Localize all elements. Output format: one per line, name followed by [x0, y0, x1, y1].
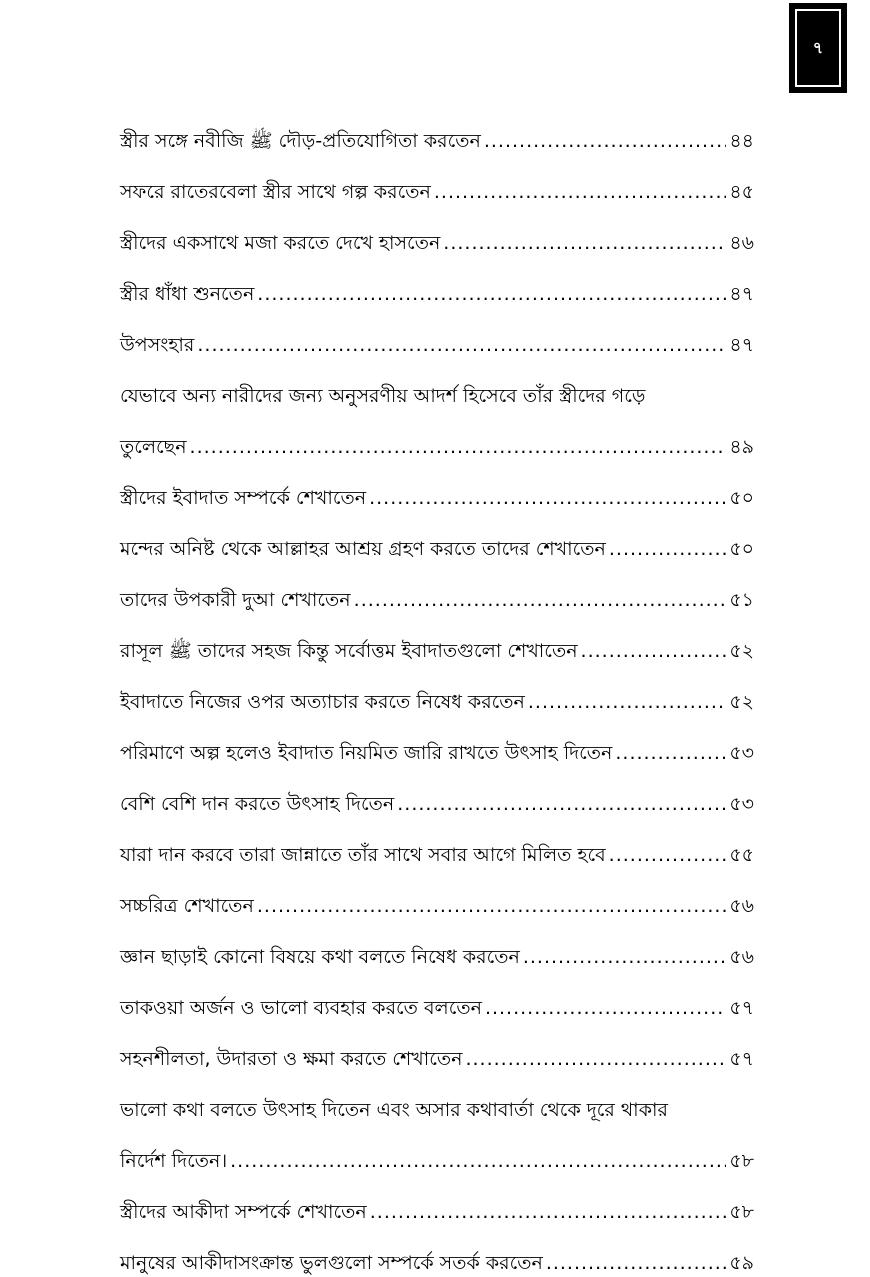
toc-entry-title: তাকওয়া অর্জন ও ভালো ব্যবহার করতে বলতেন — [120, 997, 482, 1019]
toc-entry-title: রাসূল ﷺ তাদের সহজ কিন্তু সর্বোত্তম ইবাদাতগুলো শেখাতেন — [120, 640, 578, 662]
toc-entry-page: ৫৮ — [729, 1150, 754, 1172]
dot-leader — [523, 943, 726, 971]
dot-leader — [197, 331, 726, 359]
toc-entry — [120, 1022, 754, 1073]
toc-entry-title: নির্দেশ দিতেন। — [120, 1150, 228, 1172]
dot-leader — [354, 586, 727, 614]
toc-entry-title: তাদের উপকারী দুআ শেখাতেন — [120, 589, 351, 611]
toc-entry-title: স্ত্রীর সঙ্গে নবীজি ﷺ দৌড়-প্রতিযোগিতা করতেন — [120, 130, 481, 152]
toc-entry-page: ৫৭ — [729, 997, 754, 1019]
toc-entry-title: মানুষের আকীদাসংক্রান্ত ভুলগুলো সম্পর্কে সতর্ক করতেন — [120, 1252, 543, 1274]
dot-leader — [397, 790, 726, 818]
dot-leader — [443, 229, 726, 257]
toc-entry-page: ৪৪ — [729, 130, 754, 152]
toc-entry-title-line1: ভালো কথা বলতে উৎসাহ দিতেন এবং অসার কথাবার্তা থেকে দূরে থাকার — [120, 1099, 668, 1121]
dot-leader — [369, 484, 726, 512]
toc-entry — [120, 1175, 754, 1226]
table-of-contents — [120, 104, 754, 1277]
toc-entry-page: ৪৭ — [729, 283, 754, 305]
toc-entry-page: ৫২ — [729, 640, 754, 662]
toc-entry-page: ৪৬ — [729, 232, 754, 254]
toc-entry — [120, 767, 754, 818]
toc-entry — [120, 818, 754, 869]
toc-entry — [120, 1073, 754, 1175]
dot-leader — [257, 892, 726, 920]
toc-entry-page: ৫১ — [729, 589, 754, 611]
toc-entry — [120, 104, 754, 155]
toc-entry-title: জ্ঞান ছাড়াই কোনো বিষয়ে কথা বলতে নিষেধ করতেন — [120, 946, 520, 968]
toc-entry-title: উপসংহার — [120, 334, 195, 356]
toc-entry-page: ৪৯ — [729, 436, 754, 458]
toc-entry-page: ৫৩ — [729, 793, 754, 815]
dot-leader — [190, 433, 727, 461]
toc-entry-title: স্ত্রীদের একসাথে মজা করতে দেখে হাসতেন — [120, 232, 441, 254]
toc-entry-page: ৪৭ — [729, 334, 754, 356]
toc-entry-title: মন্দের অনিষ্ট থেকে আল্লাহর আশ্রয় গ্রহণ করতে তাদের শেখাতেন — [120, 538, 606, 560]
toc-entry-title: ইবাদাতে নিজের ওপর অত্যাচার করতে নিষেধ করতেন — [120, 691, 525, 713]
dot-leader — [465, 1045, 726, 1073]
toc-entry — [120, 971, 754, 1022]
toc-entry — [120, 716, 754, 767]
toc-entry-page: ৫২ — [729, 691, 754, 713]
page-number-badge — [789, 3, 847, 93]
toc-entry — [120, 257, 754, 308]
dot-leader — [609, 841, 727, 869]
toc-entry-title: পরিমাণে অল্প হলেও ইবাদাত নিয়মিত জারি রাখতে উৎসাহ দিতেন — [120, 742, 613, 764]
toc-entry-page: ৫৫ — [729, 844, 754, 866]
toc-entry-title-line1: যেভাবে অন্য নারীদের জন্য অনুসরণীয় আদর্শ হিসেবে তাঁর স্ত্রীদের গড়ে — [120, 385, 646, 407]
toc-entry — [120, 665, 754, 716]
dot-leader — [434, 178, 726, 206]
toc-entry-page: ৫৭ — [729, 1048, 754, 1070]
toc-entry-page: ৫৯ — [729, 1252, 754, 1274]
dot-leader — [528, 688, 726, 716]
toc-entry-title: স্ত্রীদের ইবাদাত সম্পর্কে শেখাতেন — [120, 487, 367, 509]
toc-entry — [120, 461, 754, 512]
toc-entry-page: ৫৬ — [729, 946, 754, 968]
toc-entry-title: সচ্চরিত্র শেখাতেন — [120, 895, 254, 917]
dot-leader — [485, 994, 726, 1022]
toc-entry-page: ৫৬ — [729, 895, 754, 917]
toc-entry — [120, 1226, 754, 1277]
dot-leader — [615, 739, 726, 767]
toc-entry — [120, 155, 754, 206]
toc-entry — [120, 563, 754, 614]
toc-entry-page: ৫০ — [729, 487, 754, 509]
dot-leader — [484, 127, 727, 155]
dot-leader — [609, 535, 726, 563]
toc-entry — [120, 359, 754, 461]
dot-leader — [581, 637, 727, 665]
toc-entry — [120, 512, 754, 563]
toc-entry-title: স্ত্রীর ধাঁধা শুনতেন — [120, 283, 255, 305]
dot-leader — [257, 280, 726, 308]
dot-leader — [370, 1198, 727, 1226]
toc-entry-page: ৫৮ — [729, 1201, 754, 1223]
toc-entry-title: সহনশীলতা, উদারতা ও ক্ষমা করতে শেখাতেন — [120, 1048, 463, 1070]
page-number: ৭ — [812, 37, 824, 57]
toc-entry-title: সফরে রাতেরবেলা স্ত্রীর সাথে গল্প করতেন — [120, 181, 431, 203]
dot-leader — [230, 1147, 726, 1175]
toc-entry — [120, 308, 754, 359]
toc-entry-page: ৫০ — [729, 538, 754, 560]
toc-entry — [120, 869, 754, 920]
toc-entry-title: তুলেছেন — [120, 436, 187, 458]
page-number-frame — [795, 9, 841, 87]
toc-entry-page: ৫৩ — [729, 742, 754, 764]
toc-entry — [120, 920, 754, 971]
toc-entry-title: যারা দান করবে তারা জান্নাতে তাঁর সাথে সবার আগে মিলিত হবে — [120, 844, 606, 866]
toc-entry — [120, 614, 754, 665]
toc-entry-page: ৪৫ — [729, 181, 754, 203]
toc-entry-title: স্ত্রীদের আকীদা সম্পর্কে শেখাতেন — [120, 1201, 367, 1223]
toc-entry-title: বেশি বেশি দান করতে উৎসাহ দিতেন — [120, 793, 395, 815]
dot-leader — [546, 1249, 727, 1277]
toc-entry — [120, 206, 754, 257]
